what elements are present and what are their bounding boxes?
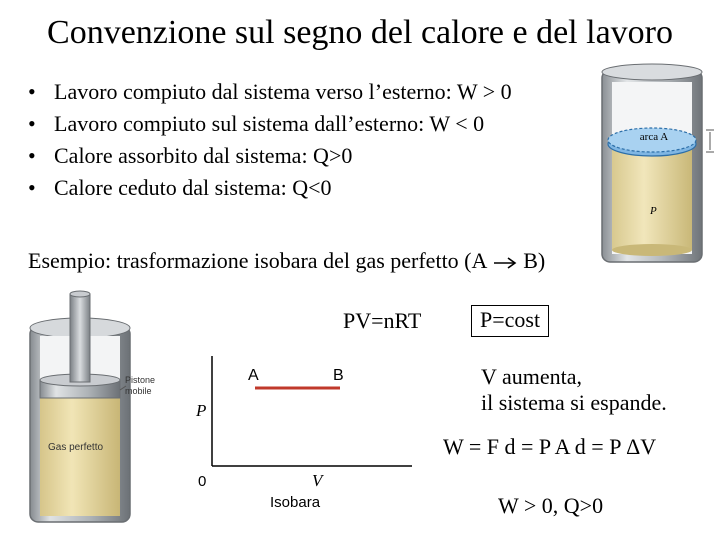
list-item: • Calore assorbito dal sistema: Q>0 [28,140,512,172]
isobaric-pv-graph [190,350,420,520]
bullet-icon: • [28,175,36,200]
pressure-label: P [650,205,657,217]
work-formula: W = F d = P A d = P ΔV [443,434,657,459]
bullet-icon: • [28,143,36,168]
sign-result: W > 0, Q>0 [498,493,604,518]
ideal-gas-law: PV=nRT [343,308,422,333]
bullet-icon: • [28,111,36,136]
piston-label: Pistone mobile [125,375,156,396]
arrow-right-icon [486,248,518,273]
piston-cylinder-illustration [20,290,190,530]
list-item: • Calore ceduto dal sistema: Q<0 [28,172,512,204]
gas-label: Gas perfetto [48,442,104,453]
volume-increases-text: V aumenta, il sistema si espande. [481,364,667,415]
example-line: Esempio: trasformazione isobara del gas perfetto (A B) [28,248,546,273]
point-a-label: A [248,367,259,384]
origin-label: 0 [198,473,207,490]
area-label: arca A [639,131,669,143]
graph-caption: Isobara [270,494,321,511]
slide-title: Convenzione sul segno del calore e del lavoro [47,14,673,51]
bullet-icon: • [28,79,36,104]
point-b-label: B [333,367,344,384]
constant-pressure-box: P=cost [471,305,549,337]
x-axis-label: V [312,471,323,490]
list-item: • Lavoro compiuto dal sistema verso l’esterno: W > 0 [28,76,512,108]
list-item: • Lavoro compiuto sul sistema dall’esterno: W < 0 [28,108,512,140]
cylinder-area-illustration [596,60,720,272]
sign-convention-list [28,76,512,204]
y-axis-label: P [196,401,207,420]
